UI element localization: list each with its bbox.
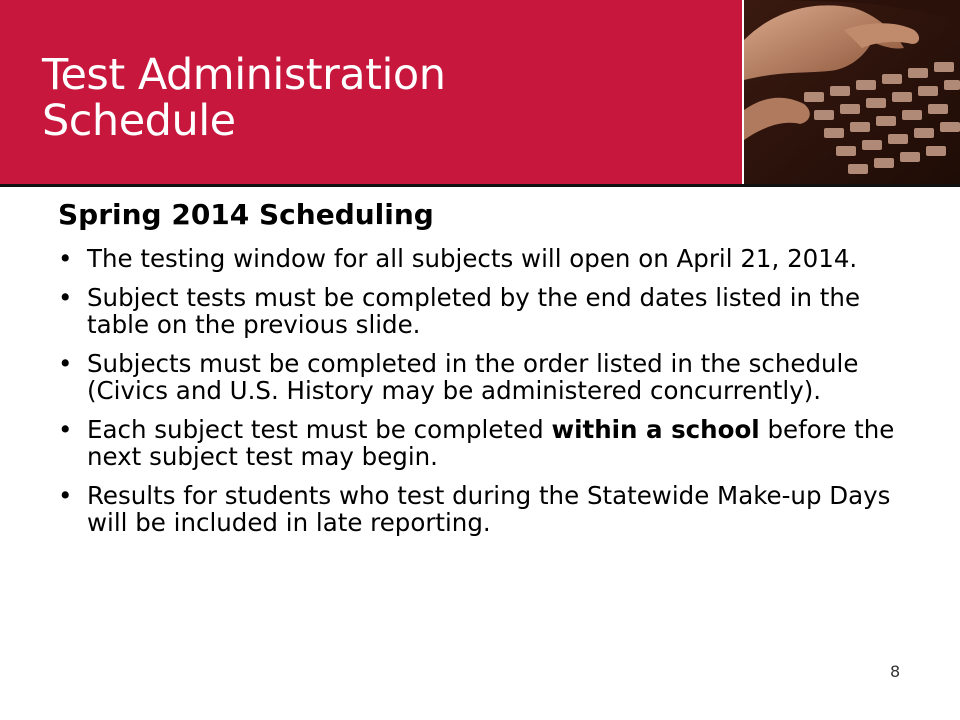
bullet-item	[58, 416, 928, 470]
bullet-item	[58, 350, 928, 404]
bullet-text: Subjects must be completed in the order listed in the schedule (Civics and U.S. History may be administered concurrently).	[87, 349, 859, 405]
slide-body	[58, 197, 928, 548]
bullet-list	[58, 245, 928, 536]
bullet-icon: •	[58, 481, 73, 510]
section-heading: Spring 2014 Scheduling	[58, 198, 434, 231]
bullet-icon: •	[58, 415, 73, 444]
header-divider	[0, 184, 960, 187]
slide-header	[0, 0, 960, 186]
bullet-item	[58, 284, 928, 338]
bullet-text-before: Each subject test must be completed	[87, 415, 552, 444]
page-number: 8	[890, 662, 901, 681]
bullet-text: The testing window for all subjects will open on April 21, 2014.	[87, 244, 858, 273]
bullet-text: Results for students who test during the Statewide Make-up Days will be included in late reporting.	[87, 481, 891, 537]
bullet-text-bold: within a school	[551, 415, 760, 444]
bullet-text: Subject tests must be completed by the end dates listed in the table on the previous slide.	[87, 283, 861, 339]
slide-title	[42, 52, 446, 144]
bullet-item	[58, 482, 928, 536]
slide-title-line-1: Test Administration	[42, 50, 446, 100]
bullet-icon: •	[58, 244, 73, 273]
bullet-icon: •	[58, 349, 73, 378]
keyboard-hands-photo-icon	[744, 0, 960, 184]
bullet-item	[58, 245, 928, 272]
slide-title-line-2: Schedule	[42, 96, 236, 146]
bullet-text-after: before the next subject test may begin.	[87, 415, 895, 471]
bullet-icon: •	[58, 283, 73, 312]
